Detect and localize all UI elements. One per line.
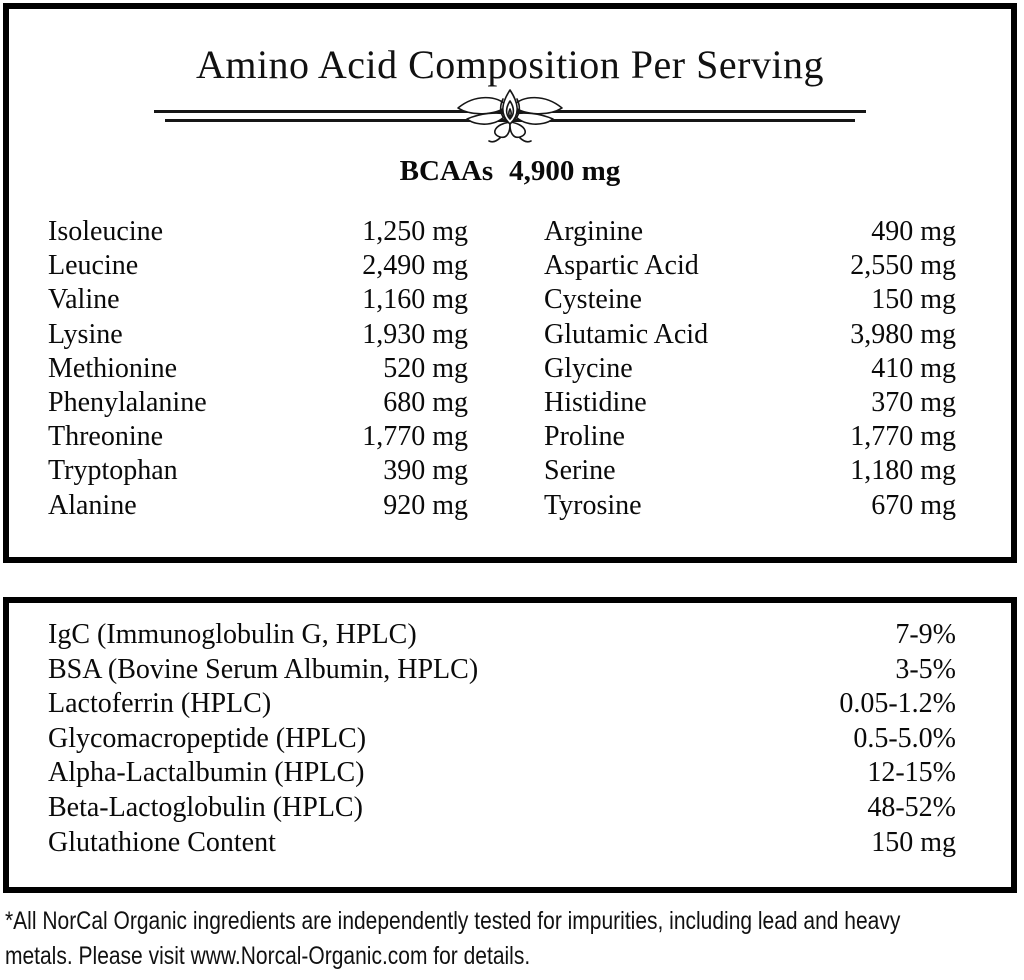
table-row [544,249,956,283]
table-row [544,454,956,488]
table-row [48,454,468,488]
protein-fractions-panel [3,597,1017,893]
table-row [544,386,956,420]
table-row [48,756,956,791]
amino-acid-column-right [544,215,956,523]
table-row [48,283,468,317]
panel-title: Amino Acid Composition Per Serving [195,42,825,87]
lotus-ornament-icon [455,89,565,145]
amino-value: 1,770 mg [850,421,956,453]
table-row [544,352,956,386]
table-row [48,489,468,523]
amino-value: 3,980 mg [850,318,956,350]
table-row [544,489,956,523]
amino-value: 1,250 mg [362,216,468,247]
ornament-divider [154,99,866,145]
amino-name: Phenylalanine [48,387,207,419]
bcaa-value: 4,900 mg [509,155,621,187]
amino-value: 520 mg [383,352,468,384]
amino-name: Histidine [544,387,647,419]
fraction-name: Beta-Lactoglobulin (HPLC) [48,791,363,823]
table-row [544,215,956,249]
amino-name: Leucine [48,250,139,282]
fraction-name: BSA (Bovine Serum Albumin, HPLC) [48,653,479,685]
bcaa-total [9,155,1011,187]
amino-value: 150 mg [871,284,956,316]
amino-value: 2,550 mg [850,250,956,282]
fraction-name: Glutathione Content [48,826,276,858]
amino-name: Glycine [544,352,633,384]
table-row [48,352,468,386]
amino-name: Cysteine [544,284,642,316]
table-row [48,826,956,861]
amino-name: Lysine [48,318,123,350]
amino-name: Threonine [48,421,164,453]
amino-name: Tyrosine [544,489,642,521]
fraction-value: 3-5% [895,653,956,685]
table-row [48,687,956,722]
fraction-name: Alpha-Lactalbumin (HPLC) [48,757,365,789]
amino-value: 370 mg [871,387,956,419]
table-row [544,283,956,317]
fraction-value: 48-52% [867,791,956,823]
table-row [48,215,468,249]
table-row [48,791,956,826]
fraction-value: 7-9% [895,619,956,650]
amino-acid-column-left [48,215,468,523]
fraction-name: IgC (Immunoglobulin G, HPLC) [48,619,417,650]
fraction-value: 0.05-1.2% [839,688,956,720]
amino-name: Serine [544,455,616,487]
amino-value: 390 mg [383,455,468,487]
table-row [48,653,956,688]
table-row [544,420,956,454]
table-row [48,722,956,757]
amino-name: Methionine [48,352,178,384]
table-row [48,318,468,352]
table-row [544,318,956,352]
amino-value: 670 mg [871,489,956,521]
footnote-line-1: *All NorCal Organic ingredients are independently tested for impurities, including lead and heavy [5,907,901,935]
table-row [48,420,468,454]
footnote [5,904,1024,974]
amino-value: 680 mg [383,387,468,419]
bcaa-label: BCAAs [399,155,494,187]
amino-value: 1,160 mg [362,284,468,316]
fraction-value: 0.5-5.0% [853,722,956,754]
amino-name: Alanine [48,489,137,521]
amino-value: 2,490 mg [362,250,468,282]
amino-value: 1,180 mg [850,455,956,487]
fraction-name: Glycomacropeptide (HPLC) [48,722,367,754]
amino-name: Glutamic Acid [544,318,709,350]
table-row [48,618,956,653]
amino-name: Aspartic Acid [544,250,699,282]
table-row [48,249,468,283]
amino-name: Arginine [544,216,644,247]
amino-value: 410 mg [871,352,956,384]
amino-name: Proline [544,421,625,453]
amino-value: 1,930 mg [362,318,468,350]
table-row [48,386,468,420]
amino-name: Valine [48,284,120,316]
amino-value: 920 mg [383,489,468,521]
amino-acid-table [48,215,956,523]
footnote-line-2: metals. Please visit www.Norcal-Organic.com for details. [5,942,531,970]
fraction-value: 12-15% [867,757,956,789]
amino-value: 1,770 mg [362,421,468,453]
amino-value: 490 mg [871,216,956,247]
protein-fractions-table [48,618,956,860]
fraction-value: 150 mg [871,826,956,858]
amino-acid-panel [3,3,1017,563]
fraction-name: Lactoferrin (HPLC) [48,688,272,720]
amino-name: Tryptophan [48,455,178,487]
amino-name: Isoleucine [48,216,164,247]
